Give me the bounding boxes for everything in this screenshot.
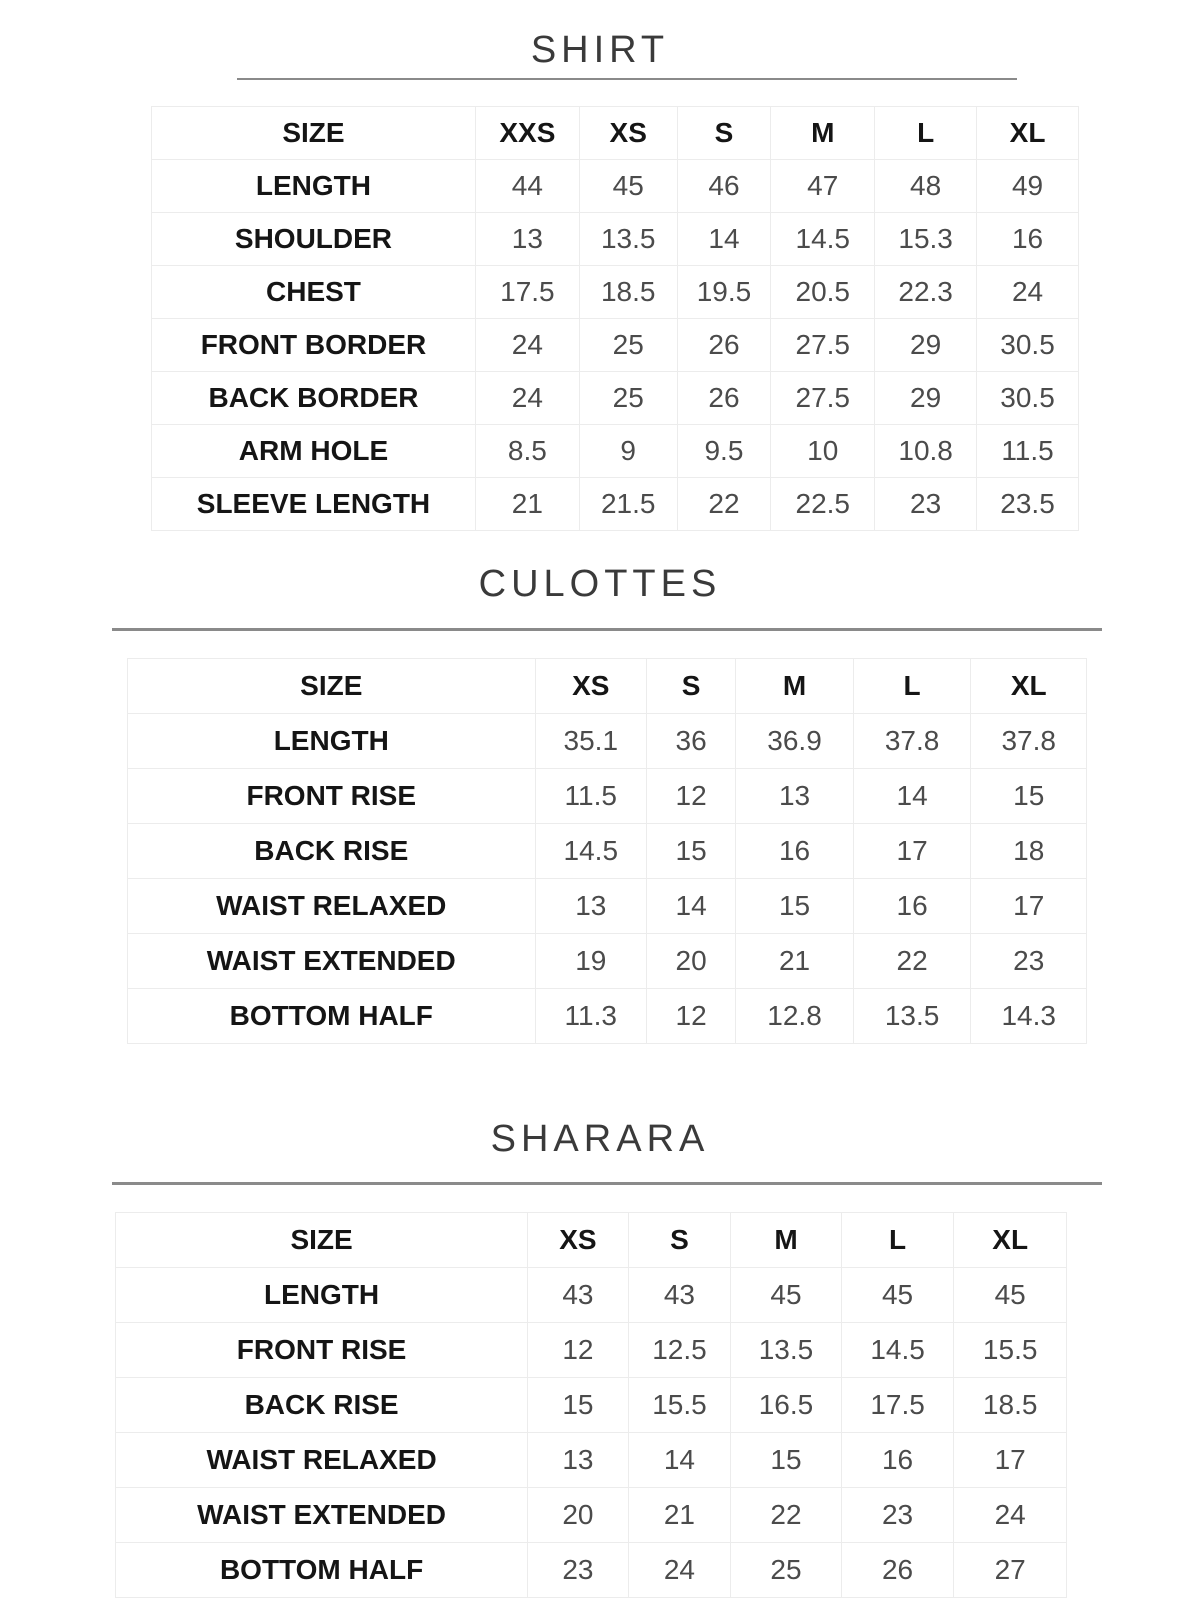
culottes-title-divider	[112, 628, 1102, 631]
measurement-value: 18	[971, 824, 1087, 879]
measurement-value: 26	[841, 1543, 954, 1598]
measurement-value: 43	[628, 1268, 731, 1323]
measurement-value: 18.5	[954, 1378, 1067, 1433]
size-column-header: XL	[954, 1213, 1067, 1268]
sharara-title-divider	[112, 1182, 1102, 1185]
measurement-value: 21	[628, 1488, 731, 1543]
measurement-value: 13	[736, 769, 854, 824]
measurement-value: 29	[875, 372, 977, 425]
measurement-value: 20	[647, 934, 736, 989]
measurement-value: 44	[475, 160, 579, 213]
measurement-value: 21	[475, 478, 579, 531]
measurement-value: 16	[977, 213, 1079, 266]
measurement-label: BACK RISE	[128, 824, 536, 879]
measurement-value: 45	[841, 1268, 954, 1323]
measurement-value: 14.5	[535, 824, 647, 879]
measurement-value: 10.8	[875, 425, 977, 478]
measurement-value: 15	[736, 879, 854, 934]
table-row	[128, 824, 1087, 879]
table-row	[152, 266, 1079, 319]
measurement-value: 24	[977, 266, 1079, 319]
table-row	[116, 1433, 1067, 1488]
measurement-value: 46	[677, 160, 771, 213]
measurement-value: 14.5	[771, 213, 875, 266]
measurement-value: 25	[731, 1543, 842, 1598]
measurement-value: 45	[731, 1268, 842, 1323]
measurement-value: 30.5	[977, 372, 1079, 425]
table-row	[128, 714, 1087, 769]
measurement-value: 23	[971, 934, 1087, 989]
measurement-value: 22	[731, 1488, 842, 1543]
table-row	[152, 160, 1079, 213]
measurement-value: 14	[853, 769, 971, 824]
size-column-header: XS	[528, 1213, 629, 1268]
measurement-value: 35.1	[535, 714, 647, 769]
measurement-label: LENGTH	[116, 1268, 528, 1323]
measurement-value: 21.5	[579, 478, 677, 531]
measurement-value: 15	[731, 1433, 842, 1488]
size-column-header: S	[628, 1213, 731, 1268]
table-row	[152, 478, 1079, 531]
measurement-value: 13	[475, 213, 579, 266]
measurement-value: 12.5	[628, 1323, 731, 1378]
measurement-value: 30.5	[977, 319, 1079, 372]
table-row	[152, 425, 1079, 478]
measurement-value: 9.5	[677, 425, 771, 478]
shirt-size-table	[151, 106, 1079, 531]
measurement-value: 15	[971, 769, 1087, 824]
measurement-value: 9	[579, 425, 677, 478]
measurement-value: 11.3	[535, 989, 647, 1044]
measurement-label: FRONT BORDER	[152, 319, 476, 372]
measurement-value: 15.3	[875, 213, 977, 266]
size-column-header: S	[677, 107, 771, 160]
measurement-value: 37.8	[971, 714, 1087, 769]
measurement-value: 13	[528, 1433, 629, 1488]
measurement-value: 15.5	[628, 1378, 731, 1433]
measurement-value: 17.5	[475, 266, 579, 319]
sharara-section-title: SHARARA	[490, 1118, 710, 1160]
measurement-label: WAIST EXTENDED	[116, 1488, 528, 1543]
measurement-label: BACK RISE	[116, 1378, 528, 1433]
measurement-value: 14	[647, 879, 736, 934]
measurement-value: 13	[535, 879, 647, 934]
table-row	[116, 1323, 1067, 1378]
measurement-value: 27.5	[771, 372, 875, 425]
size-column-header: M	[731, 1213, 842, 1268]
measurement-value: 12	[528, 1323, 629, 1378]
shirt-title-divider	[237, 78, 1017, 80]
measurement-value: 12	[647, 989, 736, 1044]
size-header-label: SIZE	[116, 1213, 528, 1268]
measurement-value: 36.9	[736, 714, 854, 769]
measurement-value: 16	[853, 879, 971, 934]
table-row	[116, 1378, 1067, 1433]
measurement-value: 22	[677, 478, 771, 531]
measurement-value: 15.5	[954, 1323, 1067, 1378]
measurement-value: 27.5	[771, 319, 875, 372]
measurement-value: 15	[528, 1378, 629, 1433]
size-column-header: L	[841, 1213, 954, 1268]
table-header-row	[152, 107, 1079, 160]
size-column-header: M	[736, 659, 854, 714]
measurement-label: FRONT RISE	[116, 1323, 528, 1378]
table-row	[128, 769, 1087, 824]
culottes-section-title: CULOTTES	[478, 563, 722, 605]
shirt-section-title: SHIRT	[530, 29, 670, 71]
table-row	[128, 879, 1087, 934]
measurement-value: 27	[954, 1543, 1067, 1598]
table-row	[152, 319, 1079, 372]
measurement-label: LENGTH	[128, 714, 536, 769]
size-column-header: M	[771, 107, 875, 160]
table-row	[128, 934, 1087, 989]
measurement-value: 26	[677, 319, 771, 372]
table-header-row	[116, 1213, 1067, 1268]
measurement-value: 37.8	[853, 714, 971, 769]
measurement-value: 29	[875, 319, 977, 372]
table-header-row	[128, 659, 1087, 714]
measurement-value: 23	[528, 1543, 629, 1598]
measurement-value: 14	[628, 1433, 731, 1488]
size-column-header: L	[875, 107, 977, 160]
measurement-label: BOTTOM HALF	[116, 1543, 528, 1598]
measurement-value: 16.5	[731, 1378, 842, 1433]
measurement-value: 11.5	[535, 769, 647, 824]
measurement-value: 14	[677, 213, 771, 266]
measurement-value: 10	[771, 425, 875, 478]
measurement-value: 24	[628, 1543, 731, 1598]
table-row	[116, 1543, 1067, 1598]
size-column-header: XS	[579, 107, 677, 160]
measurement-value: 21	[736, 934, 854, 989]
measurement-value: 49	[977, 160, 1079, 213]
measurement-value: 25	[579, 319, 677, 372]
measurement-label: WAIST RELAXED	[116, 1433, 528, 1488]
measurement-value: 12.8	[736, 989, 854, 1044]
size-column-header: XL	[971, 659, 1087, 714]
measurement-label: LENGTH	[152, 160, 476, 213]
measurement-value: 13.5	[579, 213, 677, 266]
measurement-value: 36	[647, 714, 736, 769]
measurement-value: 20	[528, 1488, 629, 1543]
size-column-header: XXS	[475, 107, 579, 160]
measurement-value: 15	[647, 824, 736, 879]
measurement-value: 22.5	[771, 478, 875, 531]
measurement-value: 24	[475, 319, 579, 372]
measurement-value: 47	[771, 160, 875, 213]
sharara-size-table	[115, 1212, 1067, 1598]
table-row	[128, 989, 1087, 1044]
measurement-value: 23	[841, 1488, 954, 1543]
table-row	[116, 1268, 1067, 1323]
measurement-value: 17	[853, 824, 971, 879]
measurement-value: 48	[875, 160, 977, 213]
measurement-value: 14.5	[841, 1323, 954, 1378]
measurement-value: 12	[647, 769, 736, 824]
size-column-header: S	[647, 659, 736, 714]
size-column-header: XL	[977, 107, 1079, 160]
measurement-value: 20.5	[771, 266, 875, 319]
measurement-value: 43	[528, 1268, 629, 1323]
table-row	[152, 372, 1079, 425]
measurement-value: 19.5	[677, 266, 771, 319]
measurement-value: 26	[677, 372, 771, 425]
measurement-value: 22	[853, 934, 971, 989]
measurement-value: 24	[954, 1488, 1067, 1543]
culottes-size-table	[127, 658, 1087, 1044]
table-row	[152, 213, 1079, 266]
measurement-value: 17.5	[841, 1378, 954, 1433]
measurement-value: 8.5	[475, 425, 579, 478]
measurement-value: 13.5	[853, 989, 971, 1044]
measurement-label: BACK BORDER	[152, 372, 476, 425]
size-header-label: SIZE	[128, 659, 536, 714]
measurement-label: ARM HOLE	[152, 425, 476, 478]
size-column-header: L	[853, 659, 971, 714]
measurement-value: 11.5	[977, 425, 1079, 478]
table-row	[116, 1488, 1067, 1543]
measurement-value: 17	[954, 1433, 1067, 1488]
measurement-value: 14.3	[971, 989, 1087, 1044]
measurement-value: 17	[971, 879, 1087, 934]
measurement-value: 23.5	[977, 478, 1079, 531]
measurement-value: 45	[954, 1268, 1067, 1323]
measurement-value: 22.3	[875, 266, 977, 319]
measurement-label: WAIST EXTENDED	[128, 934, 536, 989]
measurement-value: 19	[535, 934, 647, 989]
measurement-label: CHEST	[152, 266, 476, 319]
measurement-value: 16	[736, 824, 854, 879]
measurement-value: 16	[841, 1433, 954, 1488]
measurement-label: SHOULDER	[152, 213, 476, 266]
measurement-label: FRONT RISE	[128, 769, 536, 824]
measurement-value: 13.5	[731, 1323, 842, 1378]
measurement-value: 24	[475, 372, 579, 425]
measurement-value: 23	[875, 478, 977, 531]
measurement-label: SLEEVE LENGTH	[152, 478, 476, 531]
size-header-label: SIZE	[152, 107, 476, 160]
measurement-label: BOTTOM HALF	[128, 989, 536, 1044]
size-column-header: XS	[535, 659, 647, 714]
measurement-value: 45	[579, 160, 677, 213]
measurement-value: 25	[579, 372, 677, 425]
measurement-label: WAIST RELAXED	[128, 879, 536, 934]
measurement-value: 18.5	[579, 266, 677, 319]
